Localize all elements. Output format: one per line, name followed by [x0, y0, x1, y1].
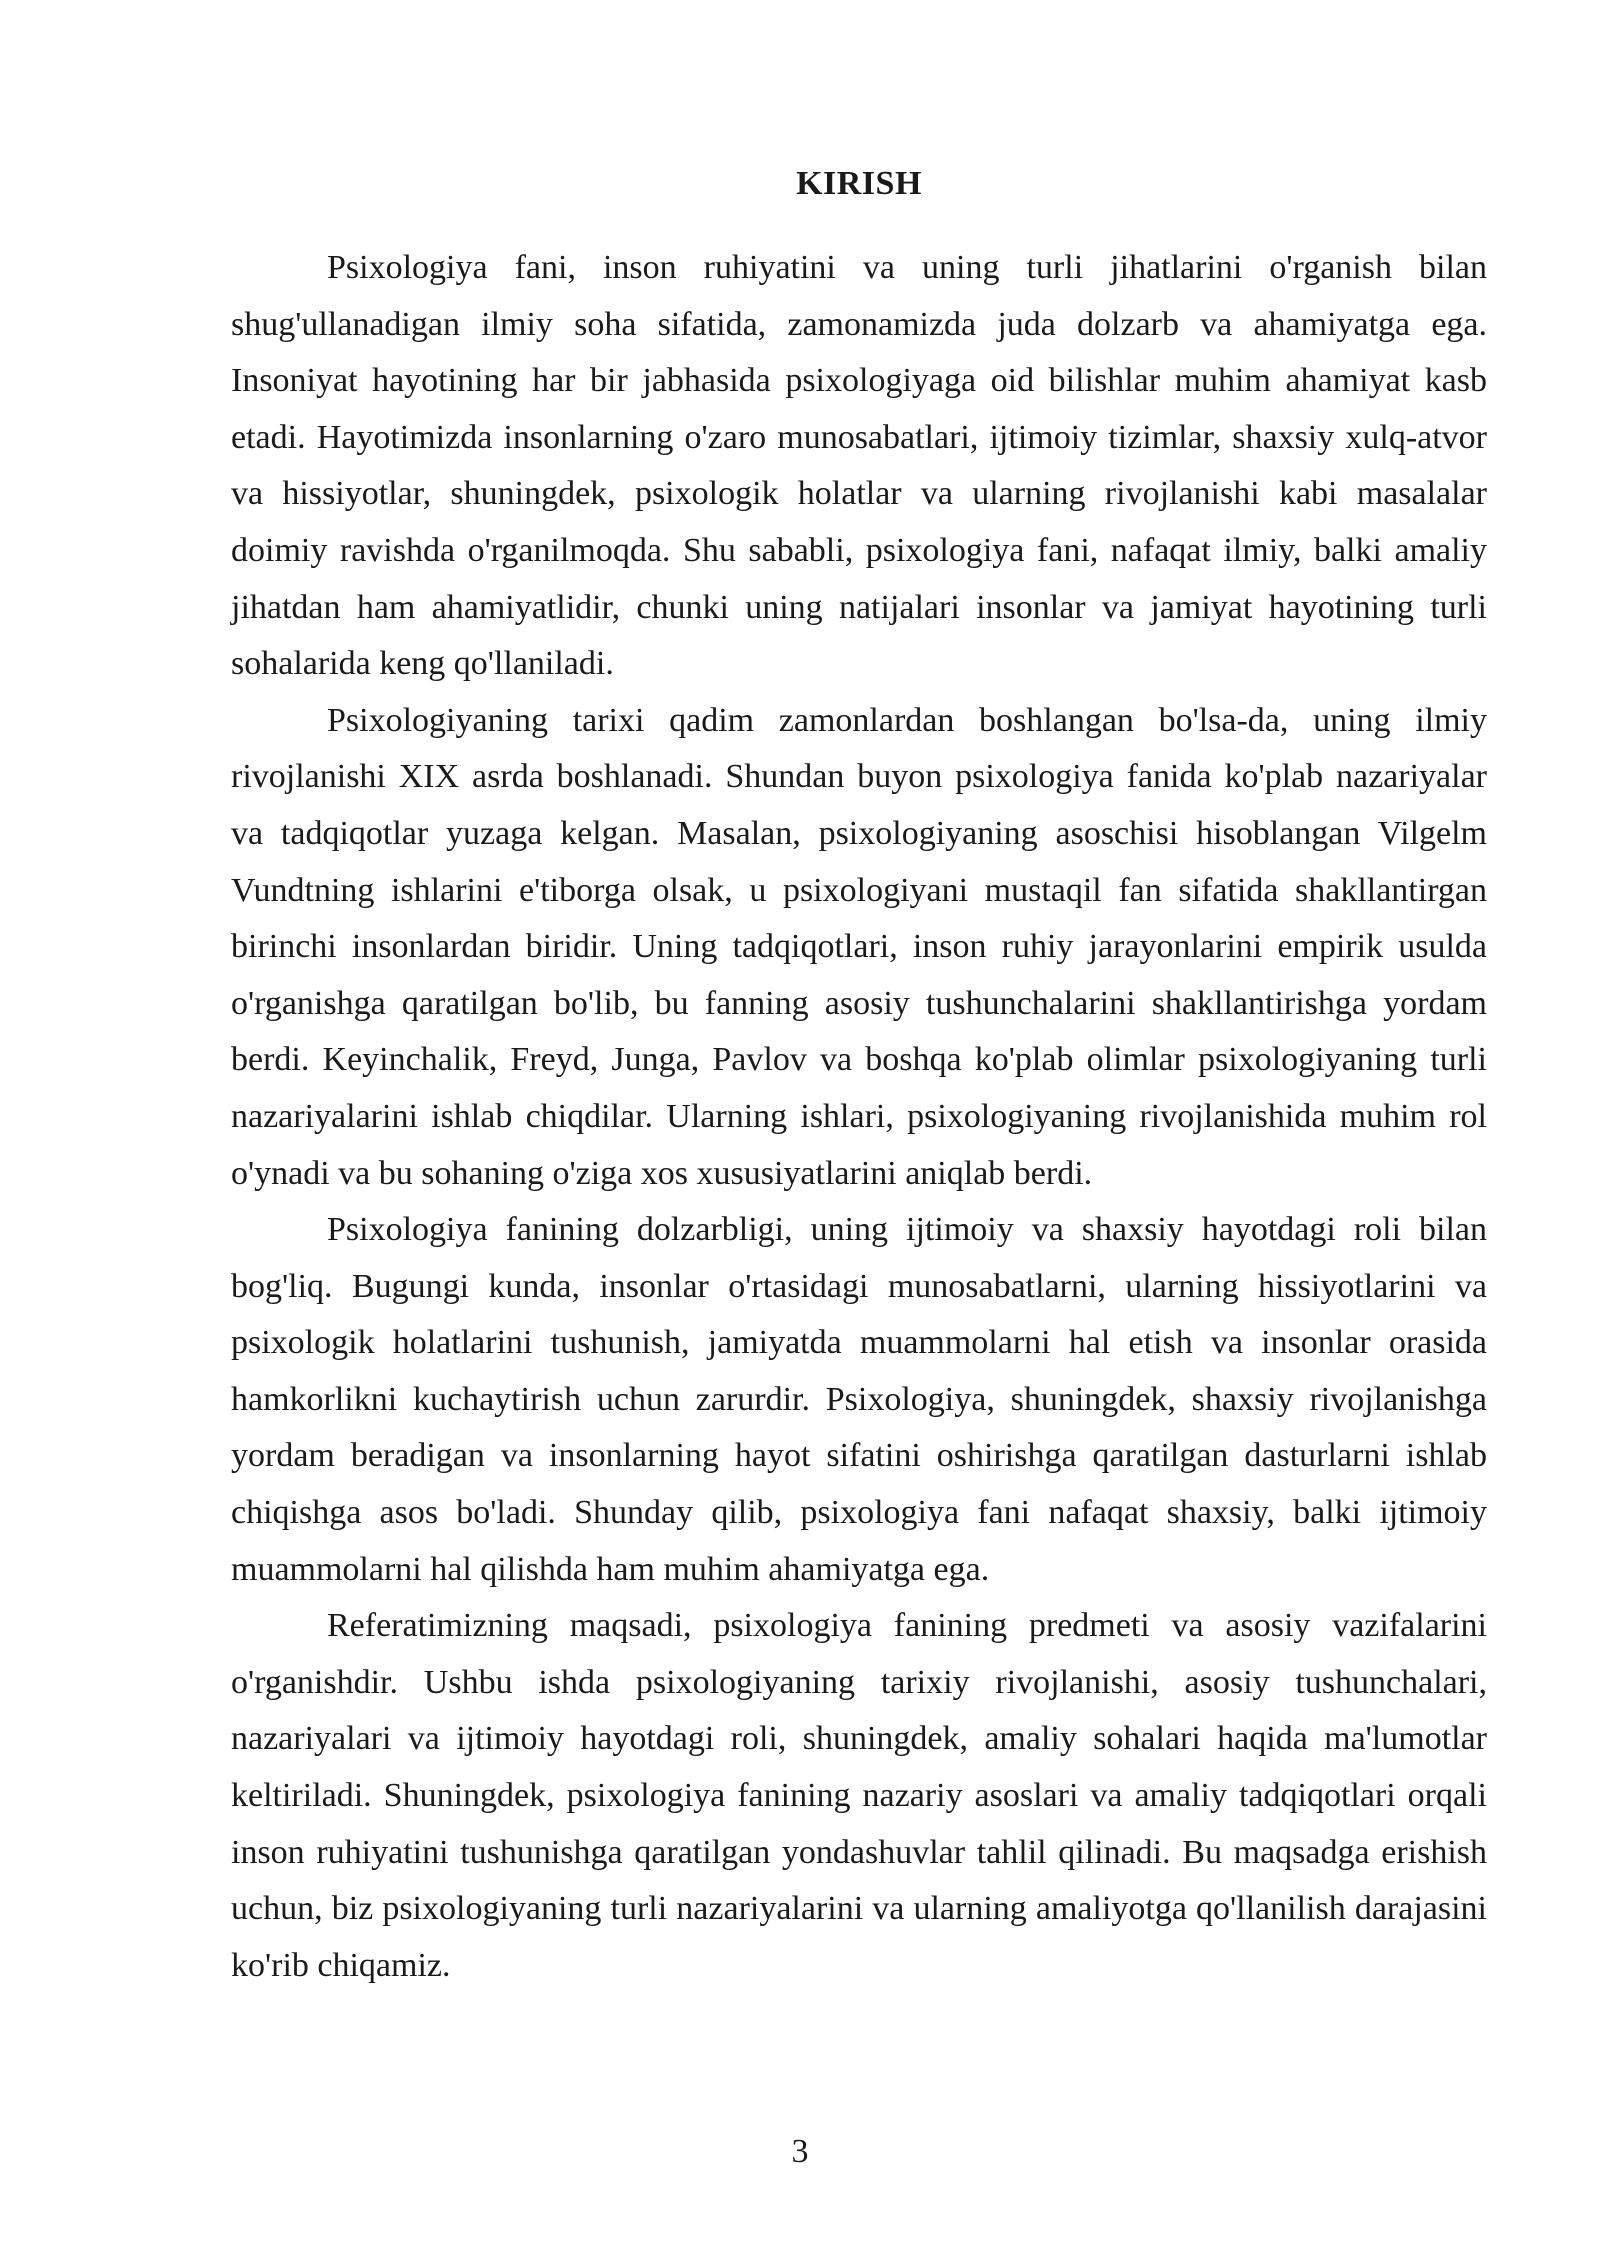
page-number: 3: [791, 2133, 809, 2170]
paragraph-1: Psixologiya fani, inson ruhiyatini va uning turli jihatlarini o'rganish bilan shug'ullanadigan ilmiy soha sifatida, zamonamizda juda dolzarb va ahamiyatga ega. Insoniyat hayotining har bir jabhasida psixologiyaga oid bilishlar muhim ahamiyat kasb etadi. Hayotimizda insonlarning o'zaro munosabatlari, ijtimoiy tizimlar, shaxsiy xulq-atvor va hissiyotlar, shuningdek, psixologik holatlar va ularning rivojlanishi kabi masalalar doimiy ravishda o'rganilmoqda. Shu sababli, psixologiya fani, nafaqat ilmiy, balki amaliy jihatdan ham ahamiyatlidir, chunki uning natijalari insonlar va jamiyat hayotining turli sohalarida keng qo'llaniladi.: [231, 249, 1487, 683]
document-page: [231, 160, 1487, 1994]
paragraph-4: Referatimizning maqsadi, psixologiya fanining predmeti va asosiy vazifalarini o'rganishdir. Ushbu ishda psixologiyaning tarixiy rivojlanishi, asosiy tushunchalari, nazariyalari va ijtimoiy hayotdagi roli, shuningdek, amaliy sohalari haqida ma'lumotlar keltiriladi. Shuningdek, psixologiya fanining nazariy asoslari va amaliy tadqiqotlari orqali inson ruhiyatini tushunishga qaratilgan yondashuvlar tahlil qilinadi. Bu maqsadga erishish uchun, biz psixologiyaning turli nazariyalarini va ularning amaliyotga qo'llanilish darajasini ko'rib chiqamiz.: [231, 1607, 1487, 1984]
paragraph-3: Psixologiya fanining dolzarbligi, uning ijtimoiy va shaxsiy hayotdagi roli bilan bog'liq. Bugungi kunda, insonlar o'rtasidagi munosabatlarni, ularning hissiyotlarini va psixologik holatlarini tushunish, jamiyatda muammolarni hal etish va insonlar orasida hamkorlikni kuchaytirish uchun zarurdir. Psixologiya, shuningdek, shaxsiy rivojlanishga yordam beradigan va insonlarning hayot sifatini oshirishga qaratilgan dasturlarni ishlab chiqishga asos bo'ladi. Shunday qilib, psixologiya fani nafaqat shaxsiy, balki ijtimoiy muammolarni hal qilishda ham muhim ahamiyatga ega.: [231, 1211, 1487, 1588]
page-title: KIRISH: [796, 165, 922, 202]
paragraph-2: Psixologiyaning tarixi qadim zamonlardan boshlangan bo'lsa-da, uning ilmiy rivojlanishi XIX asrda boshlanadi. Shundan buyon psixologiya fanida ko'plab nazariyalar va tadqiqotlar yuzaga kelgan. Masalan, psixologiyaning asoschisi hisoblangan Vilgelm Vundtning ishlarini e'tiborga olsak, u psixologiyani mustaqil fan sifatida shakllantirgan birinchi insonlardan biridir. Uning tadqiqotlari, inson ruhiy jarayonlarini empirik usulda o'rganishga qaratilgan bo'lib, bu fanning asosiy tushunchalarini shakllantirishga yordam berdi. Keyinchalik, Freyd, Junga, Pavlov va boshqa ko'plab olimlar psixologiyaning turli nazariyalarini ishlab chiqdilar. Ularning ishlari, psixologiyaning rivojlanishida muhim rol o'ynadi va bu sohaning o'ziga xos xususiyatlarini aniqlab berdi.: [231, 701, 1487, 1192]
